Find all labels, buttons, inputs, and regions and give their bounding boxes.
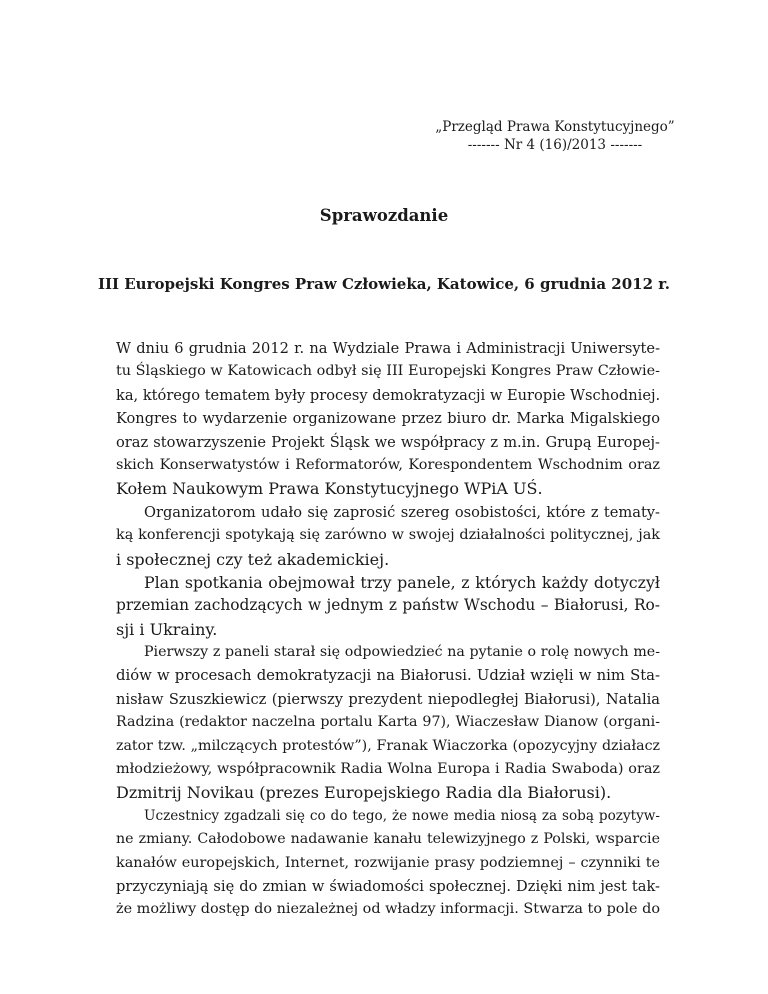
text-line: Uczestnicy zgadzali się co do tego, że nowe media niosą za sobą pozytyw- xyxy=(144,807,660,824)
document-type-heading: Sprawozdanie xyxy=(319,206,449,225)
text-line: diów w procesach demokratyzacji na Białorusi. Udział wzięli w nim Sta- xyxy=(116,667,660,685)
text-line: że możliwy dostęp do niezależnej od władzy informacji. Stwarza to pole do xyxy=(116,901,661,918)
text-line: Kołem Naukowym Prawa Konstytucyjnego WPiA UŚ. xyxy=(116,479,543,499)
text-line: Pierwszy z paneli starał się odpowiedzieć na pytanie o rolę nowych me- xyxy=(144,644,660,661)
text-line: kanałów europejskich, Internet, rozwijanie prasy podziemnej – czynniki te xyxy=(116,854,660,871)
text-line: skich Konserwatystów i Reformatorów, Korespondentem Wschodnim oraz xyxy=(116,456,660,473)
text-line: W dniu 6 grudnia 2012 r. na Wydziale Prawa i Administracji Uniwersyte- xyxy=(116,340,660,357)
text-line: zator tzw. „milczących protestów”), Franak Wiaczorka (opozycyjny działacz xyxy=(116,737,660,754)
journal-header xyxy=(380,118,730,154)
text-line: nisław Szuszkiewicz (pierwszy prezydent niepodległej Białorusi), Natalia xyxy=(116,690,660,708)
text-line: Plan spotkania obejmował trzy panele, z których każdy dotyczył xyxy=(144,572,660,592)
text-line: Kongres to wydarzenie organizowane przez biuro dr. Marka Migalskiego xyxy=(116,410,660,428)
text-line: ka, którego tematem były procesy demokratyzacji w Europie Wschodniej. xyxy=(116,386,661,404)
text-line: ne zmiany. Całodobowe nadawanie kanału telewizyjnego z Polski, wsparcie xyxy=(116,831,660,848)
text-line: tu Śląskiego w Katowicach odbył się III Europejski Kongres Praw Człowie- xyxy=(116,363,660,380)
journal-title: „Przegląd Prawa Konstytucyjnego” xyxy=(435,119,675,135)
text-line: oraz stowarzyszenie Projekt Śląsk we współpracy z m.in. Grupą Europej- xyxy=(116,433,660,451)
text-line: i społecznej czy też akademickiej. xyxy=(116,549,390,569)
text-line: sji i Ukrainy. xyxy=(116,619,218,639)
text-line: przemian zachodzących w jednym z państw Wschodu – Białorusi, Ro- xyxy=(116,596,660,615)
text-line: Dzmitrij Novikau (prezes Europejskiego Radia dla Białorusi). xyxy=(116,783,612,803)
text-line: Radzina (redaktor naczelna portalu Karta 97), Wiaczesław Dianow (organi- xyxy=(116,714,660,731)
body-text xyxy=(116,337,660,922)
journal-issue: ------- Nr 4 (16)/2013 ------- xyxy=(467,137,643,153)
text-line: przyczyniają się do zmian w świadomości społecznej. Dzięki nim jest tak- xyxy=(116,877,660,895)
text-line: Organizatorom udało się zaprosić szereg osobistości, które z tematy- xyxy=(144,503,660,521)
text-line: młodzieżowy, współpracownik Radia Wolna Europa i Radia Swaboda) oraz xyxy=(116,761,660,778)
document-title: III Europejski Kongres Praw Człowieka, Katowice, 6 grudnia 2012 r. xyxy=(97,275,671,293)
text-line: ką konferencji spotykają się zarówno w swojej działalności politycznej, jak xyxy=(116,527,660,544)
